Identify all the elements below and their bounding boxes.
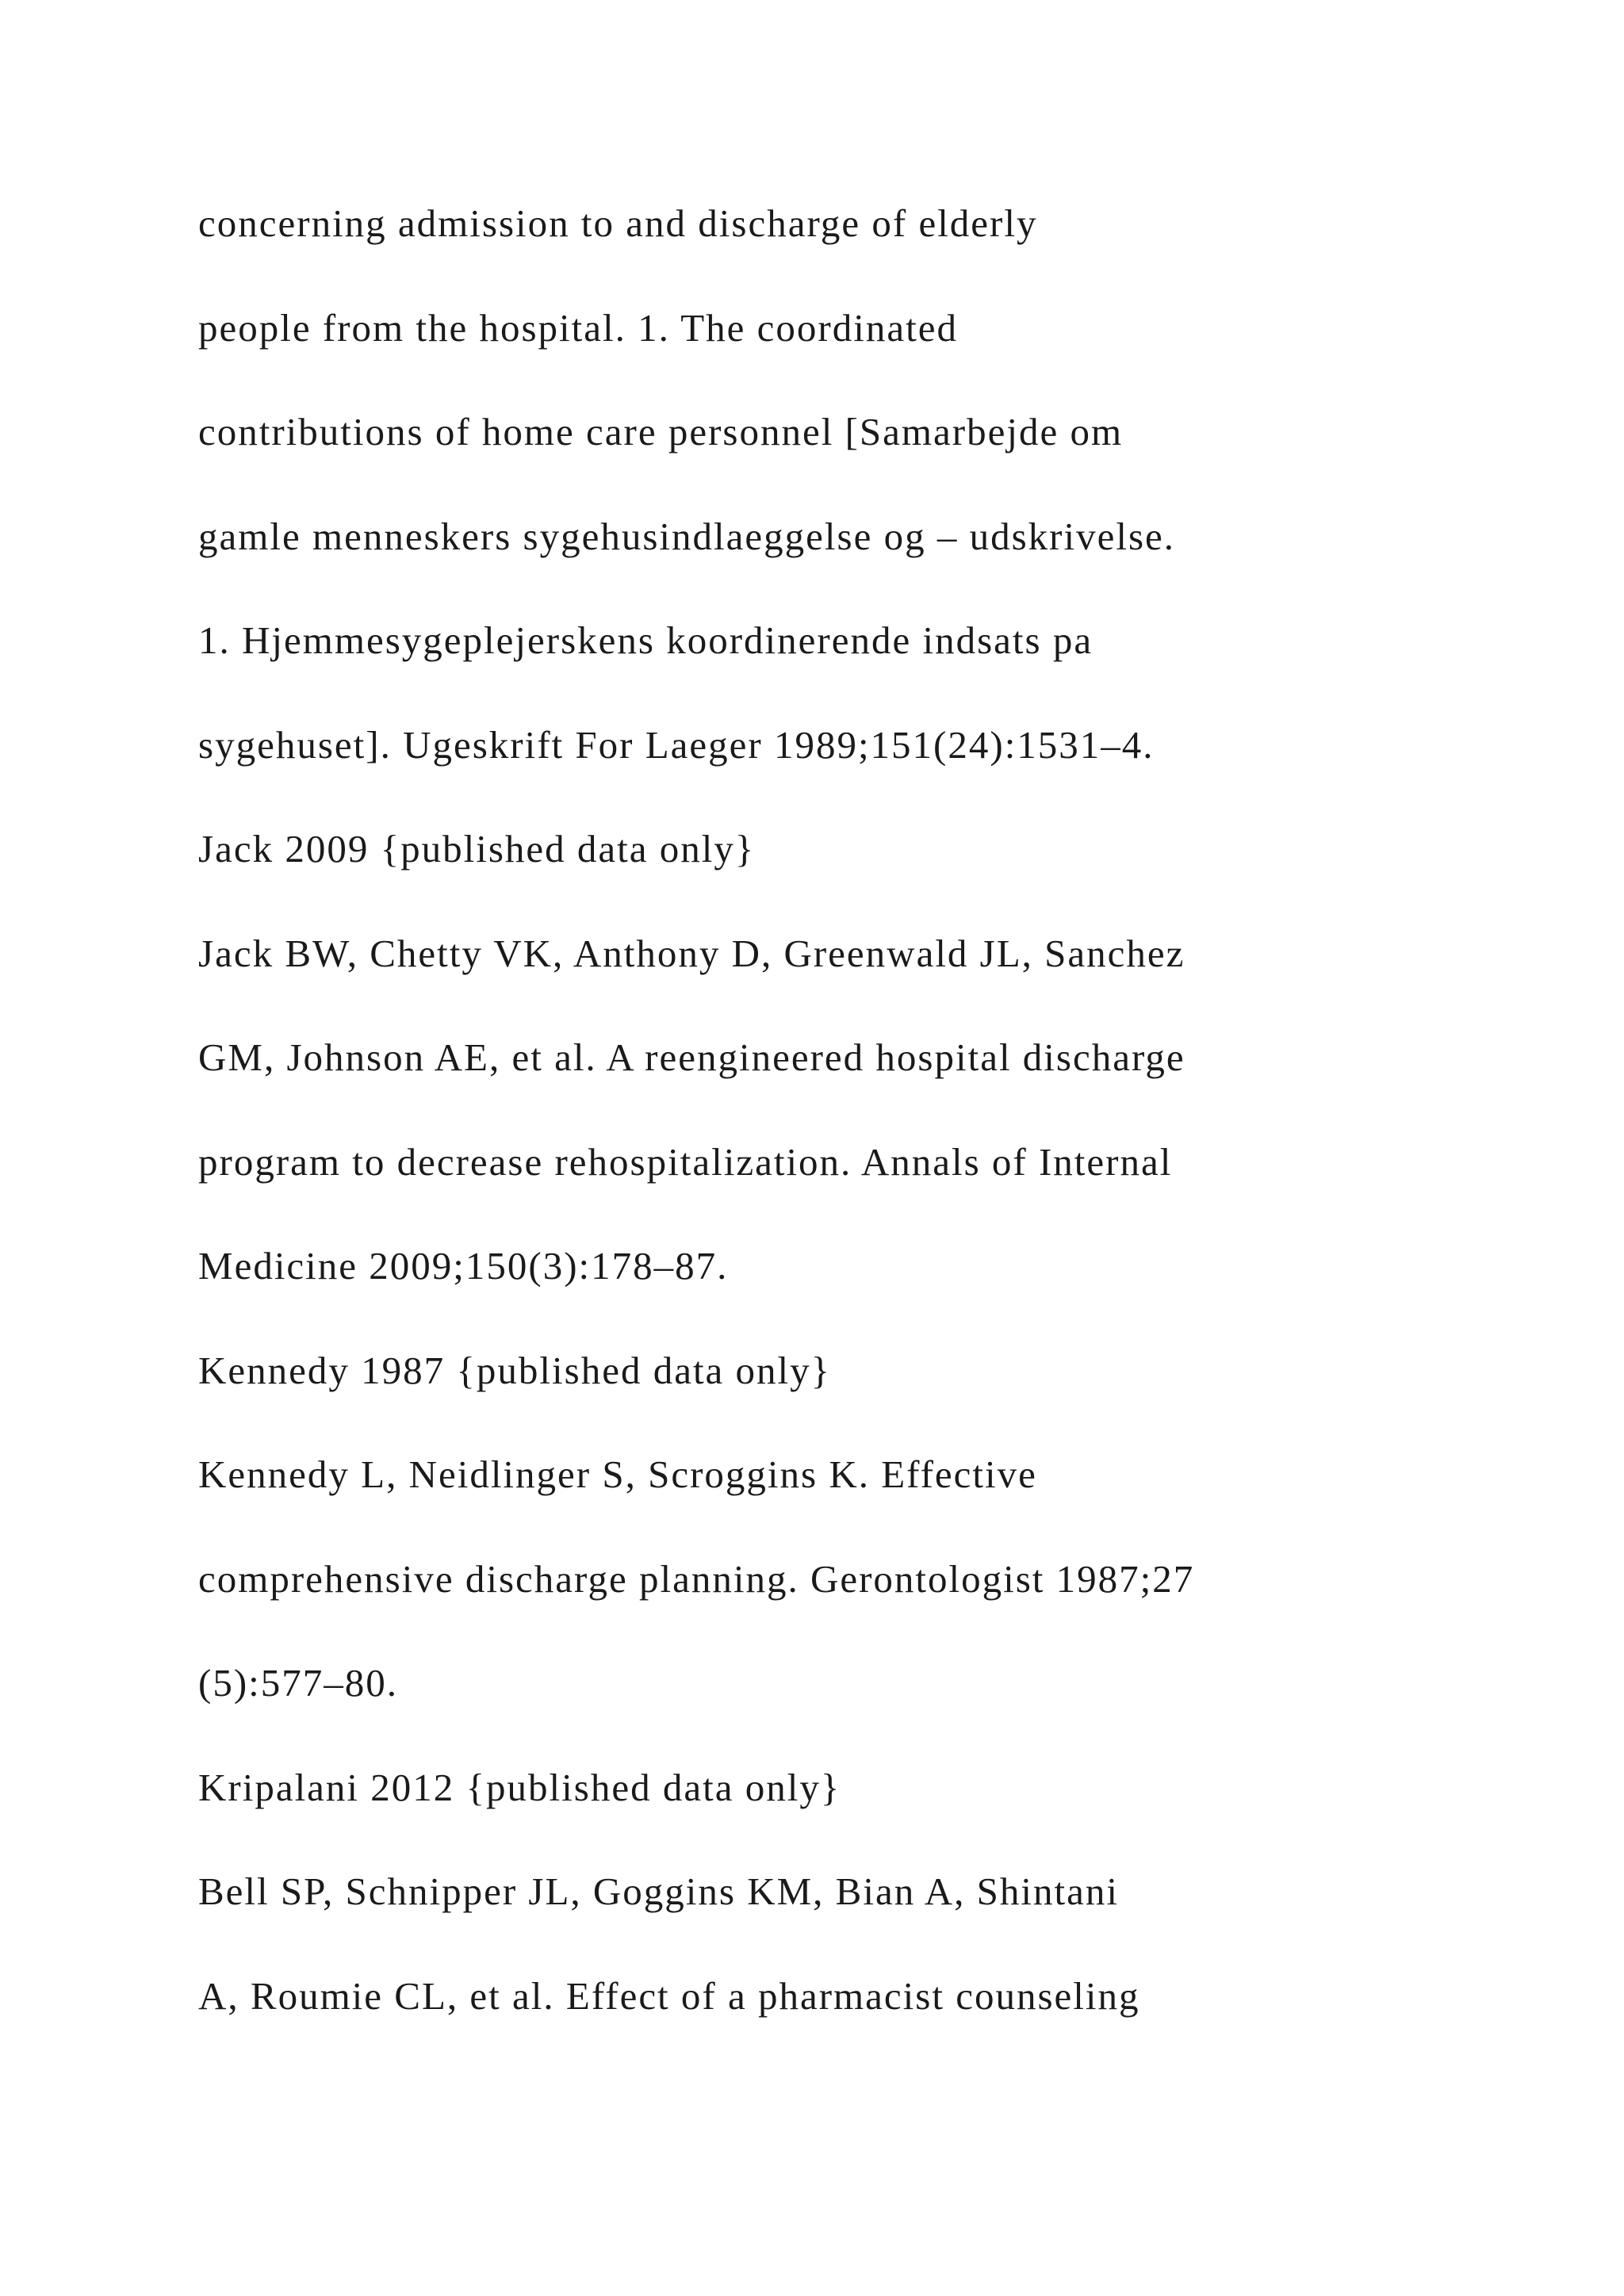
text-line: concerning admission to and discharge of elderly [198, 201, 1038, 245]
text-line: contributions of home care personnel [Samarbejde om [198, 410, 1124, 453]
reference-heading: Kennedy 1987 {published data only} [198, 1348, 832, 1392]
text-line: sygehuset]. Ugeskrift For Laeger 1989;151(24):1531–4. [198, 722, 1155, 767]
text-line: (5):577–80. [198, 1661, 398, 1705]
text-line: Bell SP, Schnipper JL, Goggins KM, Bian A, Shintani [198, 1869, 1120, 1913]
text-line: program to decrease rehospitalization. Annals of Internal [198, 1139, 1173, 1184]
text-line: gamle menneskers sygehusindlaeggelse og – udskrivelse. [198, 514, 1176, 558]
text-line: GM, Johnson AE, et al. A reengineered hospital discharge [198, 1035, 1185, 1079]
text-line: comprehensive discharge planning. Gerontologist 1987;27 [198, 1556, 1195, 1601]
reference-heading: Jack 2009 {published data only} [198, 827, 756, 871]
text-line: Kennedy L, Neidlinger S, Scroggins K. Effective [198, 1452, 1037, 1496]
text-line: Medicine 2009;150(3):178–87. [198, 1244, 729, 1288]
text-line: people from the hospital. 1. The coordinated [198, 305, 958, 350]
reference-list [198, 182, 1546, 2059]
text-line: A, Roumie CL, et al. Effect of a pharmacist counseling [198, 1973, 1140, 2018]
text-line: Jack BW, Chetty VK, Anthony D, Greenwald JL, Sanchez [198, 931, 1185, 975]
reference-heading: Kripalani 2012 {published data only} [198, 1765, 841, 1809]
text-line: 1. Hjemmesygeplejerskens koordinerende indsats pa [198, 618, 1094, 662]
